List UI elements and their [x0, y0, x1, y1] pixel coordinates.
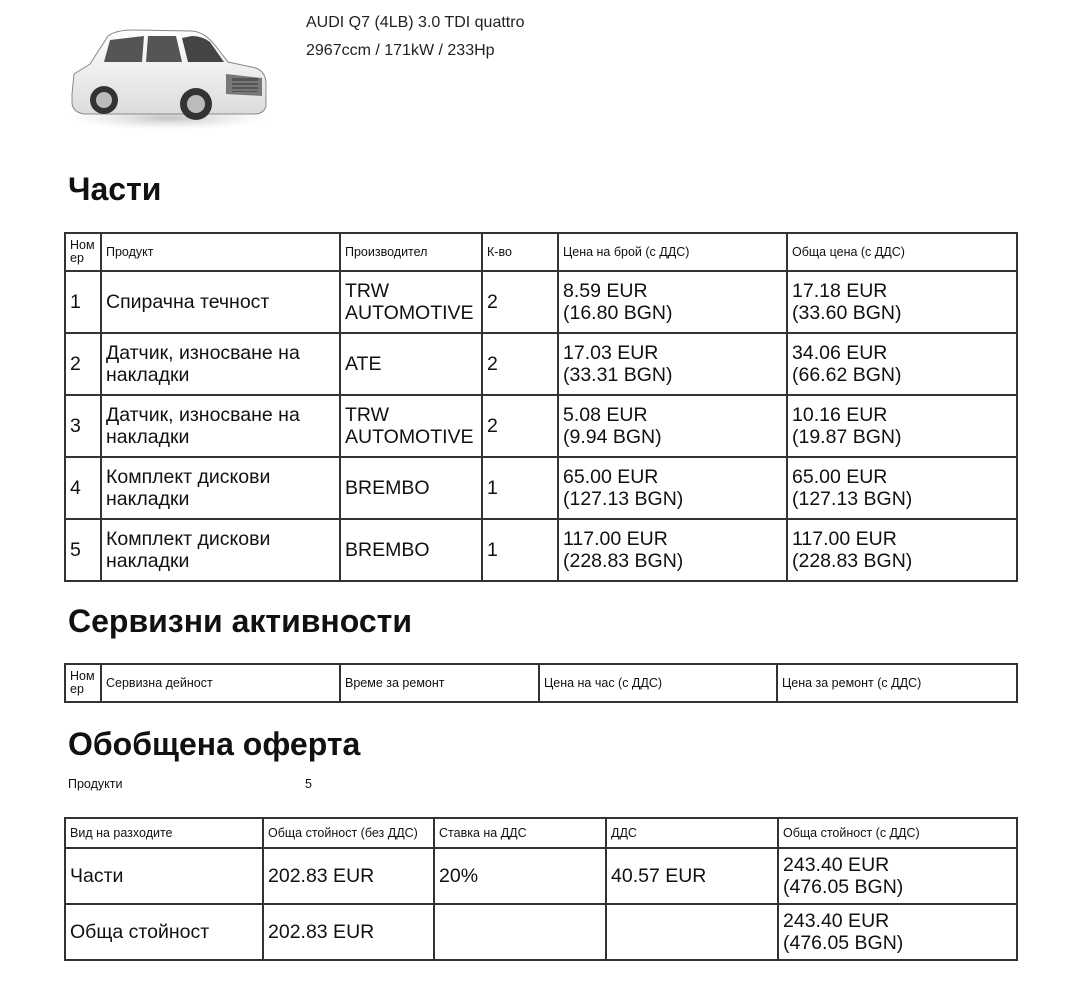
unit-price-eur: 65.00 EUR	[563, 466, 659, 488]
product-name: Спирачна течност	[101, 271, 340, 333]
gross-total-eur: 243.40 EUR	[783, 910, 890, 932]
total-price	[787, 333, 1017, 395]
table-row	[65, 271, 1017, 333]
vat-amount: 40.57 EUR	[606, 848, 778, 904]
total-price	[787, 271, 1017, 333]
table-row	[65, 848, 1017, 904]
col-header-number: Ном ер	[65, 233, 101, 271]
col-header-vat-rate: Ставка на ДДС	[434, 818, 606, 848]
table-row	[65, 333, 1017, 395]
unit-price-eur: 117.00 EUR	[563, 528, 668, 550]
products-count: 5	[305, 777, 312, 791]
total-price-eur: 17.18 EUR	[792, 280, 888, 302]
parts-table	[64, 232, 1018, 582]
col-header-manufacturer: Производител	[340, 233, 482, 271]
product-name: Комплект дискови накладки	[101, 457, 340, 519]
col-header-number: Ном ер	[65, 664, 101, 702]
total-price-eur: 10.16 EUR	[792, 404, 888, 426]
car-image	[64, 22, 270, 132]
table-row	[65, 519, 1017, 581]
unit-price-eur: 8.59 EUR	[563, 280, 648, 302]
col-header-vat: ДДС	[606, 818, 778, 848]
summary-header-row	[65, 818, 1017, 848]
col-header-repair-price: Цена за ремонт (с ДДС)	[777, 664, 1017, 702]
col-header-unit-price: Цена на брой (с ДДС)	[558, 233, 787, 271]
col-header-product: Продукт	[101, 233, 340, 271]
expense-type: Обща стойност	[65, 904, 263, 960]
vat-rate: 20%	[434, 848, 606, 904]
col-header-net-total: Обща стойност (без ДДС)	[263, 818, 434, 848]
net-total: 202.83 EUR	[263, 848, 434, 904]
row-number: 3	[65, 395, 101, 457]
gross-total-bgn: (476.05 BGN)	[783, 932, 904, 954]
services-header-row	[65, 664, 1017, 702]
unit-price	[558, 519, 787, 581]
unit-price	[558, 395, 787, 457]
unit-price-bgn: (127.13 BGN)	[563, 488, 684, 510]
quantity: 1	[482, 457, 558, 519]
unit-price	[558, 333, 787, 395]
col-header-quantity: К-во	[482, 233, 558, 271]
total-price-bgn: (228.83 BGN)	[792, 550, 913, 572]
unit-price	[558, 457, 787, 519]
quantity: 2	[482, 395, 558, 457]
row-number: 4	[65, 457, 101, 519]
gross-total	[778, 848, 1017, 904]
total-price	[787, 395, 1017, 457]
table-row	[65, 395, 1017, 457]
parts-header-row	[65, 233, 1017, 271]
gross-total	[778, 904, 1017, 960]
quantity: 2	[482, 333, 558, 395]
col-header-gross-total: Обща стойност (с ДДС)	[778, 818, 1017, 848]
net-total: 202.83 EUR	[263, 904, 434, 960]
row-number: 2	[65, 333, 101, 395]
quantity: 1	[482, 519, 558, 581]
total-price-bgn: (66.62 BGN)	[792, 364, 902, 386]
unit-price	[558, 271, 787, 333]
product-name: Датчик, износване на накладки	[101, 395, 340, 457]
unit-price-bgn: (16.80 BGN)	[563, 302, 673, 324]
summary-heading: Обобщена оферта	[68, 726, 361, 762]
product-name: Комплект дискови накладки	[101, 519, 340, 581]
unit-price-eur: 17.03 EUR	[563, 342, 659, 364]
total-price-eur: 34.06 EUR	[792, 342, 888, 364]
col-header-repair-time: Време за ремонт	[340, 664, 539, 702]
parts-heading: Части	[68, 171, 162, 207]
products-label: Продукти	[68, 777, 123, 791]
vehicle-title: AUDI Q7 (4LB) 3.0 TDI quattro	[306, 14, 525, 31]
total-price	[787, 519, 1017, 581]
product-name: Датчик, износване на накладки	[101, 333, 340, 395]
total-price-bgn: (33.60 BGN)	[792, 302, 902, 324]
unit-price-eur: 5.08 EUR	[563, 404, 648, 426]
row-number: 5	[65, 519, 101, 581]
total-price-bgn: (127.13 BGN)	[792, 488, 913, 510]
table-row	[65, 904, 1017, 960]
gross-total-eur: 243.40 EUR	[783, 854, 890, 876]
total-price	[787, 457, 1017, 519]
total-price-bgn: (19.87 BGN)	[792, 426, 902, 448]
quantity: 2	[482, 271, 558, 333]
table-row	[65, 457, 1017, 519]
col-header-total-price: Обща цена (с ДДС)	[787, 233, 1017, 271]
col-header-service: Сервизна дейност	[101, 664, 340, 702]
vat-rate	[434, 904, 606, 960]
manufacturer: TRW AUTOMOTIVE	[340, 271, 482, 333]
vat-amount	[606, 904, 778, 960]
unit-price-bgn: (228.83 BGN)	[563, 550, 684, 572]
total-price-eur: 65.00 EUR	[792, 466, 888, 488]
vehicle-spec: 2967ccm / 171kW / 233Hp	[306, 42, 495, 59]
unit-price-bgn: (9.94 BGN)	[563, 426, 662, 448]
col-header-hourly-price: Цена на час (с ДДС)	[539, 664, 777, 702]
manufacturer: ATE	[340, 333, 482, 395]
manufacturer: BREMBO	[340, 457, 482, 519]
manufacturer: BREMBO	[340, 519, 482, 581]
services-table	[64, 663, 1018, 703]
total-price-eur: 117.00 EUR	[792, 528, 897, 550]
expense-type: Части	[65, 848, 263, 904]
unit-price-bgn: (33.31 BGN)	[563, 364, 673, 386]
gross-total-bgn: (476.05 BGN)	[783, 876, 904, 898]
col-header-expense-type: Вид на разходите	[65, 818, 263, 848]
row-number: 1	[65, 271, 101, 333]
summary-table	[64, 817, 1018, 961]
services-heading: Сервизни активности	[68, 603, 413, 639]
manufacturer: TRW AUTOMOTIVE	[340, 395, 482, 457]
